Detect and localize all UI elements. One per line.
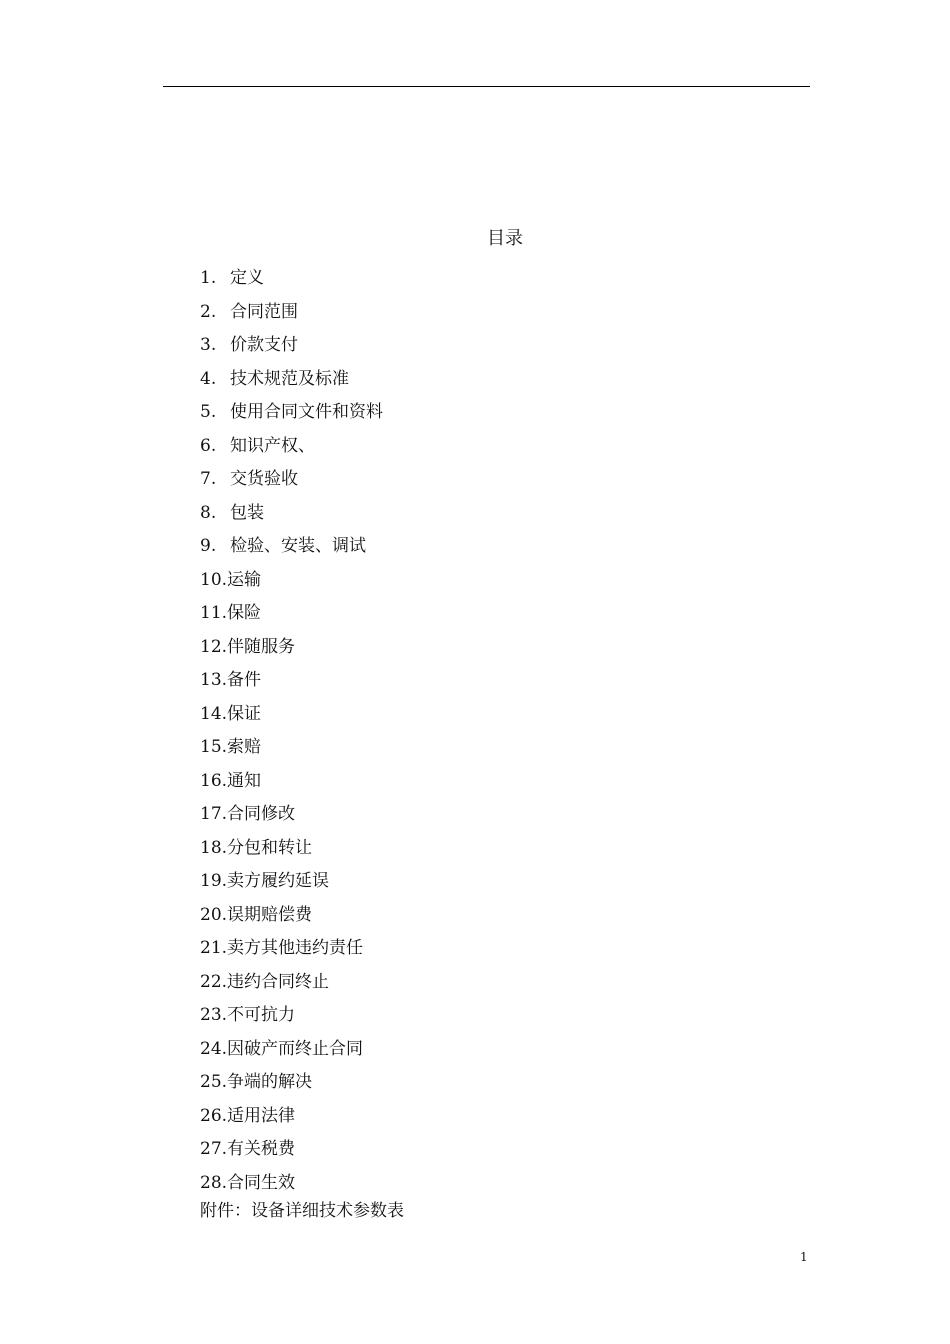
toc-item-label: 伴随服务 — [227, 636, 296, 657]
toc-item — [200, 499, 383, 533]
toc-item — [200, 901, 383, 935]
toc-item-label: 违约合同终止 — [227, 971, 330, 992]
toc-item — [200, 968, 383, 1002]
toc-item — [200, 700, 383, 734]
toc-item-number: 26. — [200, 1105, 228, 1126]
toc-item-label: 因破产而终止合同 — [227, 1038, 364, 1059]
toc-item-number: 3. — [200, 335, 217, 355]
toc-item-number: 25. — [200, 1072, 228, 1092]
toc-item-label: 知识产权、 — [230, 435, 315, 456]
toc-item — [200, 398, 383, 432]
toc-item — [200, 934, 383, 968]
toc-item — [200, 532, 383, 566]
toc-item-number: 17. — [200, 804, 228, 824]
toc-item — [200, 432, 383, 466]
toc-item — [200, 1035, 383, 1069]
toc-item-number: 7. — [200, 469, 217, 489]
toc-item-number: 27. — [200, 1139, 228, 1159]
toc-item — [200, 1068, 383, 1102]
toc-item-label: 技术规范及标准 — [230, 368, 349, 389]
toc-item-label: 交货验收 — [230, 469, 298, 489]
toc-item — [200, 800, 383, 834]
toc-item-number: 16. — [200, 770, 228, 791]
toc-item — [200, 566, 383, 600]
toc-item — [200, 1001, 383, 1035]
toc-item-number: 8. — [200, 502, 217, 523]
toc-item — [200, 1135, 383, 1169]
page-number: 1 — [800, 1250, 808, 1264]
toc-list — [200, 264, 383, 1202]
toc-item-label: 定义 — [230, 268, 264, 288]
appendix-line: 附件：设备详细技术参数表 — [200, 1201, 404, 1221]
toc-item — [200, 733, 383, 767]
toc-item — [200, 767, 383, 801]
toc-item — [200, 666, 383, 700]
toc-item-label: 争端的解决 — [227, 1072, 313, 1092]
toc-item-number: 20. — [200, 904, 228, 925]
toc-item — [200, 633, 383, 667]
toc-item — [200, 298, 383, 332]
toc-item-label: 误期赔偿费 — [227, 904, 313, 925]
toc-item-number: 21. — [200, 938, 228, 958]
toc-item-number: 1. — [200, 268, 217, 288]
toc-item-number: 6. — [200, 435, 217, 456]
toc-item-number: 12. — [200, 636, 228, 657]
toc-item-number: 23. — [200, 1005, 228, 1025]
toc-item-label: 卖方履约延误 — [227, 871, 330, 891]
toc-item-number: 15. — [200, 737, 228, 757]
toc-item-number: 24. — [200, 1038, 228, 1059]
toc-item — [200, 1102, 383, 1136]
toc-item-number: 11. — [200, 603, 228, 623]
toc-item — [200, 867, 383, 901]
toc-item-label: 保证 — [227, 703, 262, 724]
toc-item-number: 10. — [200, 569, 228, 590]
toc-item-label: 通知 — [227, 770, 262, 791]
toc-item-label: 适用法律 — [227, 1105, 296, 1126]
toc-item-number: 2. — [200, 301, 217, 322]
toc-item-number: 5. — [200, 402, 217, 422]
toc-item-number: 4. — [200, 368, 217, 389]
toc-item — [200, 834, 383, 868]
toc-item-number: 19. — [200, 871, 228, 891]
header-rule — [163, 86, 810, 87]
toc-item-label: 运输 — [227, 569, 262, 590]
toc-item-number: 14. — [200, 703, 228, 724]
toc-item — [200, 465, 383, 499]
toc-item-label: 使用合同文件和资料 — [230, 402, 383, 422]
toc-item-label: 价款支付 — [230, 335, 298, 355]
toc-title: 目录 — [487, 228, 523, 249]
toc-item — [200, 365, 383, 399]
toc-item-label: 保险 — [227, 603, 262, 623]
toc-item-label: 合同范围 — [230, 301, 298, 322]
toc-item — [200, 264, 383, 298]
toc-item — [200, 599, 383, 633]
toc-item-label: 检验、安装、调试 — [230, 536, 366, 556]
toc-item-label: 备件 — [227, 670, 262, 690]
toc-item-label: 合同修改 — [227, 804, 296, 824]
toc-item-number: 18. — [200, 837, 228, 858]
toc-item-label: 不可抗力 — [227, 1005, 296, 1025]
toc-item-label: 卖方其他违约责任 — [227, 938, 364, 958]
toc-item-label: 合同生效 — [227, 1172, 296, 1193]
toc-item-label: 有关税费 — [227, 1139, 296, 1159]
toc-item-label: 分包和转让 — [227, 837, 313, 858]
toc-item-label: 包装 — [230, 502, 264, 523]
toc-item-number: 22. — [200, 971, 228, 992]
toc-item-number: 9. — [200, 536, 217, 556]
toc-item — [200, 331, 383, 365]
toc-item-number: 28. — [200, 1172, 228, 1193]
toc-item-number: 13. — [200, 670, 228, 690]
toc-item-label: 索赔 — [227, 737, 262, 757]
